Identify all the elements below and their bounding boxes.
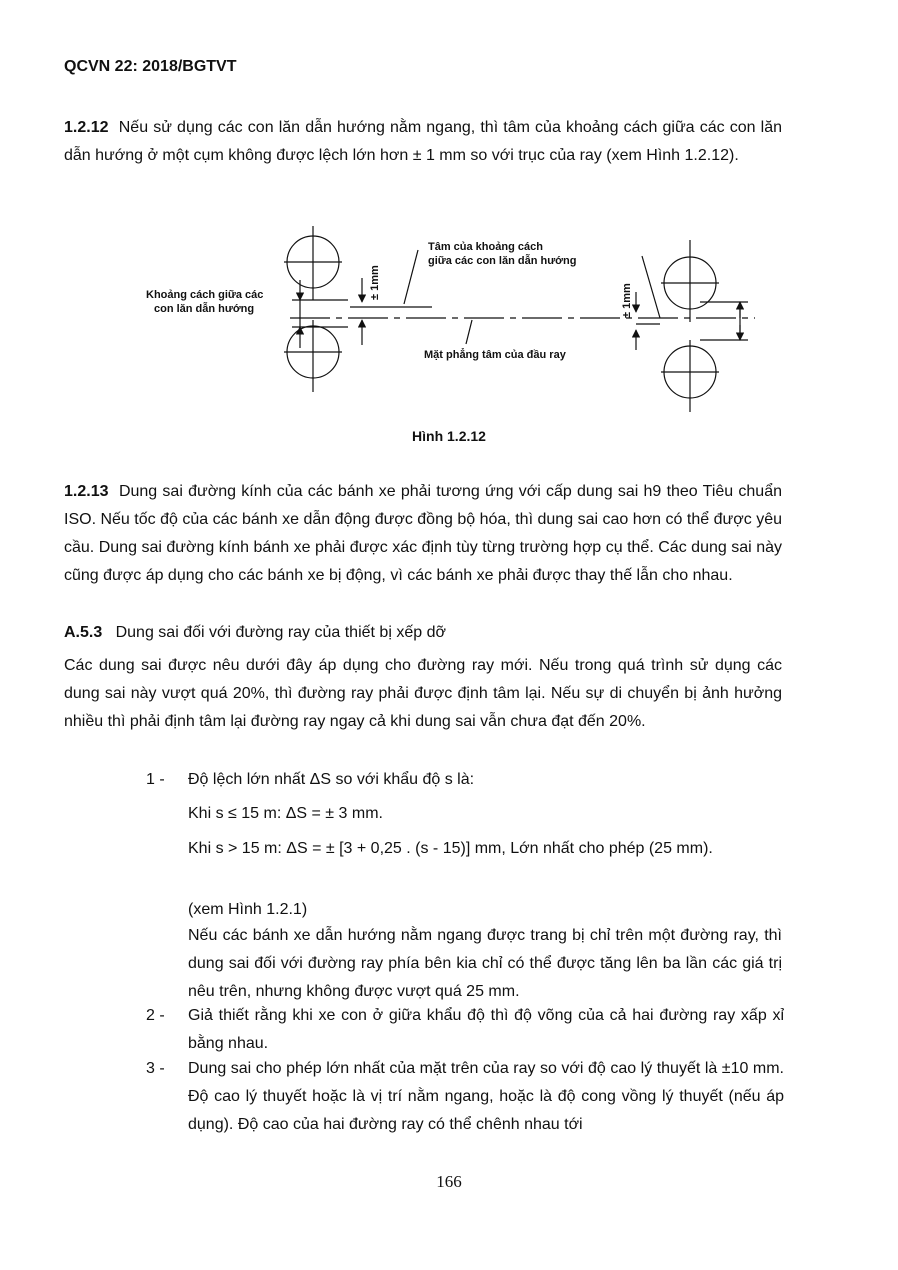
item1-condition-b: Khi s > 15 m: ΔS = ± [3 + 0,25 . (s - 15)] mm, Lớn nhất cho phép (25 mm). xyxy=(188,840,713,857)
label-spacing-center-1: Tâm của khoảng cách xyxy=(428,241,543,253)
right-roller-bottom xyxy=(661,340,719,412)
clause-number: 1.2.13 xyxy=(64,483,109,500)
list-item-text: Độ lệch lớn nhất ΔS so với khẩu độ s là: xyxy=(188,771,475,788)
page-number: 166 xyxy=(436,1172,462,1191)
list-item xyxy=(146,766,784,794)
label-roller-spacing-2: con lăn dẫn hướng xyxy=(154,303,255,315)
section-title: Dung sai đối với đường ray của thiết bị xếp dỡ xyxy=(115,624,446,641)
figure-caption: Hình 1.2.12 xyxy=(412,428,486,444)
item1-note: Nếu các bánh xe dẫn hướng nằm ngang được trang bị chỉ trên một đường ray, thì dung sai đối với đường ray phía bên kia chỉ có thể được tăng lên ba lần các giá trị nêu trên, nhưng không được vượt quá 25 mm. xyxy=(188,927,782,1000)
label-roller-spacing-1: Khoảng cách giữa các xyxy=(146,289,264,301)
paragraph-intro: Các dung sai được nêu dưới đây áp dụng cho đường ray mới. Nếu trong quá trình sử dụng các dung sai này vượt quá 20%, thì đường ray phải được định tâm lại. Nếu sự di chuyển bị ảnh hưởng nhiều thì phải định tâm lại đường ray ngay cả khi dung sai vẫn chưa đạt đến 20%. xyxy=(64,657,782,730)
list-item-number: 2 - xyxy=(146,1007,165,1024)
page-header: QCVN 22: 2018/BGTVT xyxy=(64,58,237,75)
list-item-number: 3 - xyxy=(146,1060,165,1077)
list-item xyxy=(146,1002,784,1058)
right-roller-top xyxy=(661,240,719,322)
list-item-text: Giả thiết rằng khi xe con ở giữa khẩu độ thì độ võng của cả hai đường ray xấp xỉ bằng nhau. xyxy=(188,1007,784,1052)
paragraph-text: Nếu sử dụng các con lăn dẫn hướng nằm ngang, thì tâm của khoảng cách giữa các con lăn dẫn hướng ở một cụm không được lệch lớn hơn ± 1 mm so với trục của ray (xem Hình 1.2.12). xyxy=(64,119,782,164)
label-tolerance-right: ± 1mm xyxy=(621,283,633,318)
label-rail-center-plane: Mặt phẳng tâm của đầu ray xyxy=(424,349,566,361)
list-item-number: 1 - xyxy=(146,771,165,788)
section-heading xyxy=(64,619,782,647)
label-spacing-center-2: giữa các con lăn dẫn hướng xyxy=(428,255,577,267)
section-number: A.5.3 xyxy=(64,624,103,641)
left-roller-top xyxy=(284,226,342,300)
paragraph-1-2-13 xyxy=(64,478,782,590)
left-roller-bottom xyxy=(284,320,342,392)
list-item-text: Dung sai cho phép lớn nhất của mặt trên của ray so với độ cao lý thuyết là ±10 mm. Độ cao lý thuyết hoặc là vị trí nằm ngang, hoặc là độ cong vồng lý thuyết (nếu áp dụng). Độ cao của hai đường ray có thể chênh nhau tới xyxy=(188,1060,784,1133)
label-tolerance-left: ± 1mm xyxy=(369,265,381,300)
item1-reference: (xem Hình 1.2.1) xyxy=(188,901,308,918)
list-item xyxy=(146,1055,784,1139)
figure-roller-diagram xyxy=(0,0,898,420)
paragraph-text: Dung sai đường kính của các bánh xe phải tương ứng với cấp dung sai h9 theo Tiêu chuẩn ISO. Nếu tốc độ của các bánh xe dẫn động được đồng bộ hóa, thì dung sai cao hơn có thể được yêu cầu. Dung sai đường kính bánh xe phải được xác định tùy từng trường hợp cụ thể. Các dung sai này cũng được áp dụng cho các bánh xe bị động, vì các bánh xe phải được thay thế lẫn cho nhau. xyxy=(64,483,782,584)
item1-condition-a: Khi s ≤ 15 m: ΔS = ± 3 mm. xyxy=(188,805,383,822)
clause-number: 1.2.12 xyxy=(64,119,109,136)
